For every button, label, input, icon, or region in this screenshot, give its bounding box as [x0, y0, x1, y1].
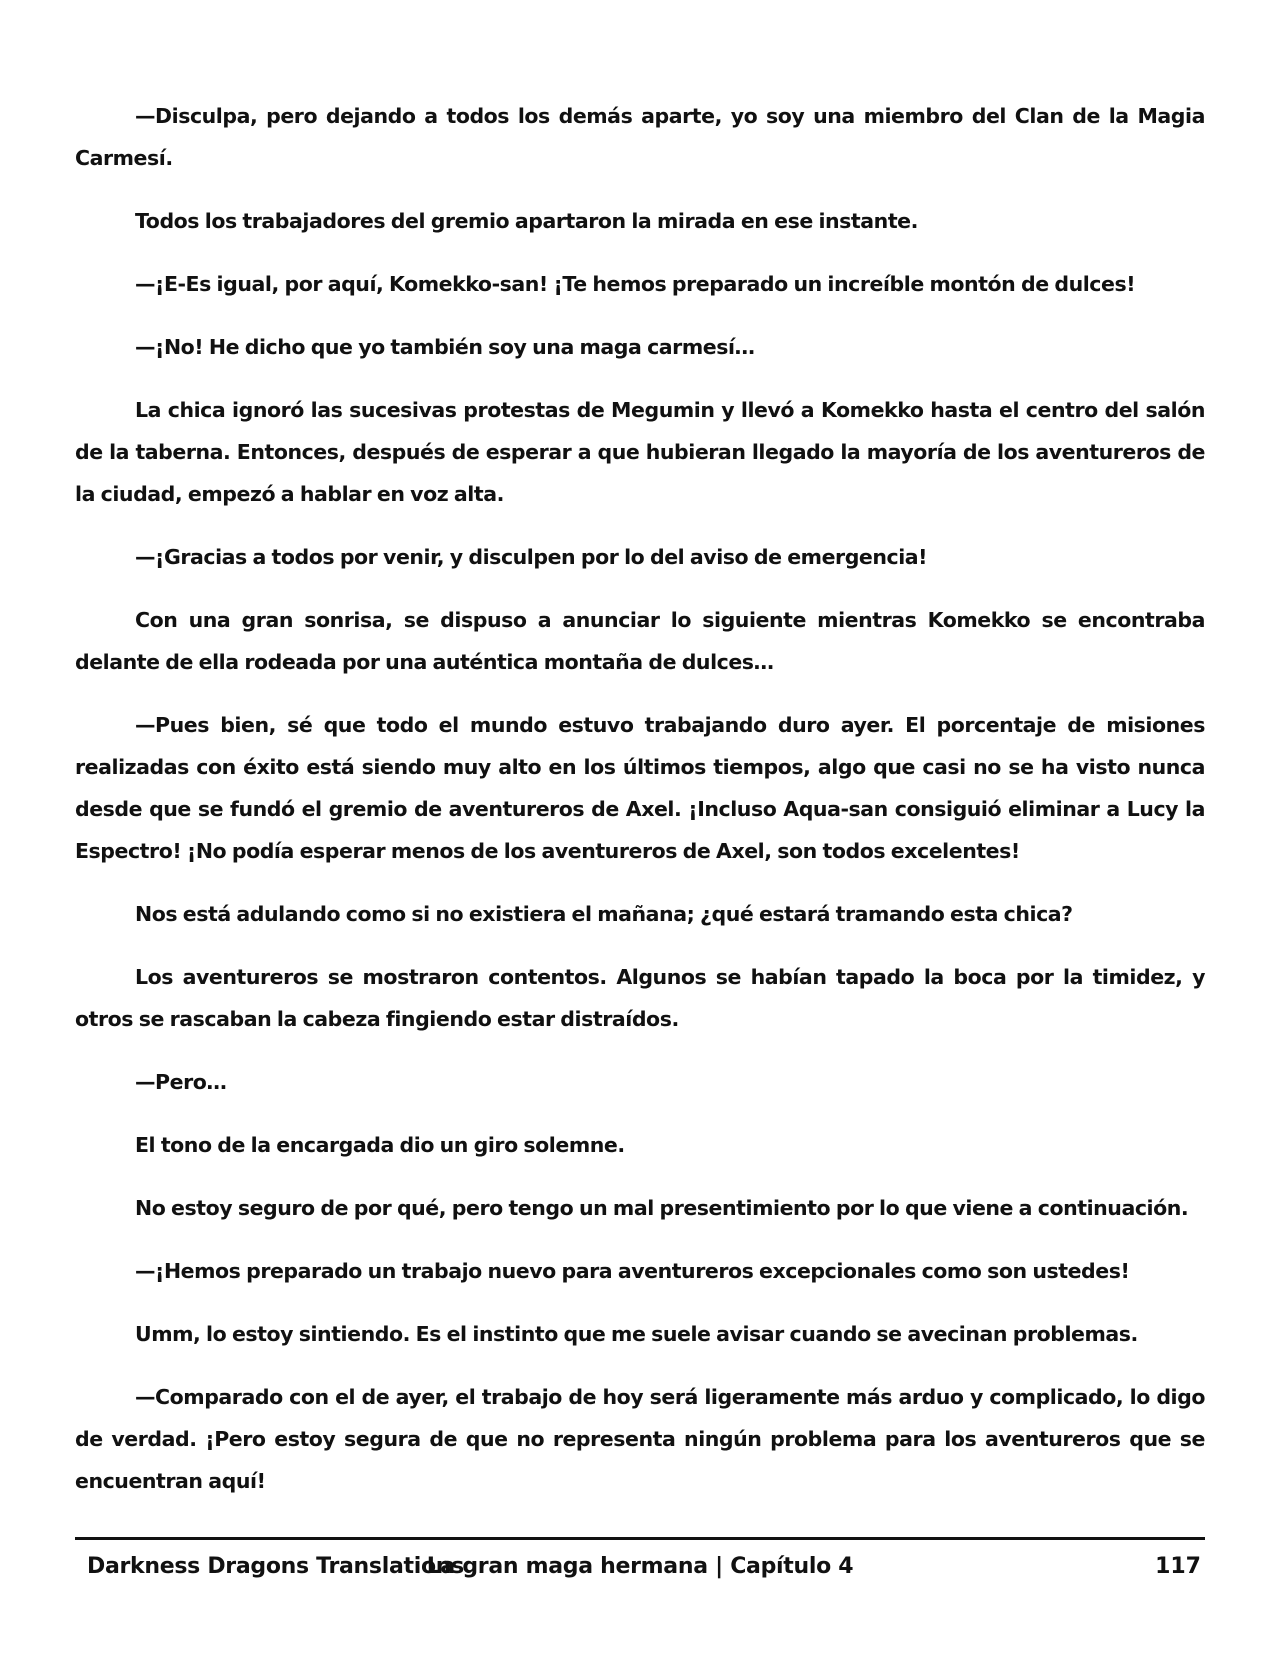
paragraph: La chica ignoró las sucesivas protestas de Megumin y llevó a Komekko hasta el centro del salón de la taberna. Entonces, después de esperar a que hubieran llegado la mayoría de los aventureros de la ciudad, empezó a hablar en voz alta.	[75, 398, 1205, 506]
paragraph: Con una gran sonrisa, se dispuso a anunciar lo siguiente mientras Komekko se encontraba delante de ella rodeada por una auténtica montaña de dulces…	[75, 608, 1205, 674]
paragraph: El tono de la encargada dio un giro solemne.	[135, 1133, 625, 1157]
page-footer	[75, 1548, 1205, 1588]
paragraph: —Pero…	[135, 1070, 227, 1094]
paragraph: No estoy seguro de por qué, pero tengo un mal presentimiento por lo que viene a continuación.	[135, 1196, 1189, 1220]
paragraph: Los aventureros se mostraron contentos. Algunos se habían tapado la boca por la timidez, y otros se rascaban la cabeza fingiendo estar distraídos.	[75, 965, 1205, 1031]
paragraph: Nos está adulando como si no existiera el mañana; ¿qué estará tramando esta chica?	[135, 902, 1073, 926]
footer-divider	[75, 1537, 1205, 1540]
paragraph: —¡No! He dicho que yo también soy una maga carmesí…	[135, 335, 755, 359]
paragraph: —Comparado con el de ayer, el trabajo de hoy será ligeramente más arduo y complicado, lo digo de verdad. ¡Pero estoy segura de que no representa ningún problema para los aventureros que se encuentran aquí!	[75, 1385, 1205, 1493]
footer-chapter-title: La gran maga hermana | Capítulo 4	[426, 1554, 854, 1579]
paragraph: —¡Hemos preparado un trabajo nuevo para aventureros excepcionales como son ustedes!	[135, 1259, 1130, 1283]
paragraph: —Pues bien, sé que todo el mundo estuvo trabajando duro ayer. El porcentaje de misiones realizadas con éxito está siendo muy alto en los últimos tiempos, algo que casi no se ha visto nunca desde que se fundó el gremio de aventureros de Axel. ¡Incluso Aqua-san consiguió eliminar a Lucy la Espectro! ¡No podía esperar menos de los aventureros de Axel, son todos excelentes!	[75, 713, 1205, 863]
paragraph: —¡E-Es igual, por aquí, Komekko-san! ¡Te hemos preparado un increíble montón de dulces!	[135, 272, 1136, 296]
page-body	[75, 95, 1205, 1523]
paragraph: Umm, lo estoy sintiendo. Es el instinto que me suele avisar cuando se avecinan problemas.	[135, 1322, 1138, 1346]
paragraph: —¡Gracias a todos por venir, y disculpen por lo del aviso de emergencia!	[135, 545, 928, 569]
paragraph: —Disculpa, pero dejando a todos los demás aparte, yo soy una miembro del Clan de la Magia Carmesí.	[75, 104, 1205, 170]
footer-translator-credit: Darkness Dragons Translations	[87, 1554, 464, 1579]
paragraph: Todos los trabajadores del gremio apartaron la mirada en ese instante.	[135, 209, 918, 233]
page-number: 117	[1155, 1554, 1201, 1579]
